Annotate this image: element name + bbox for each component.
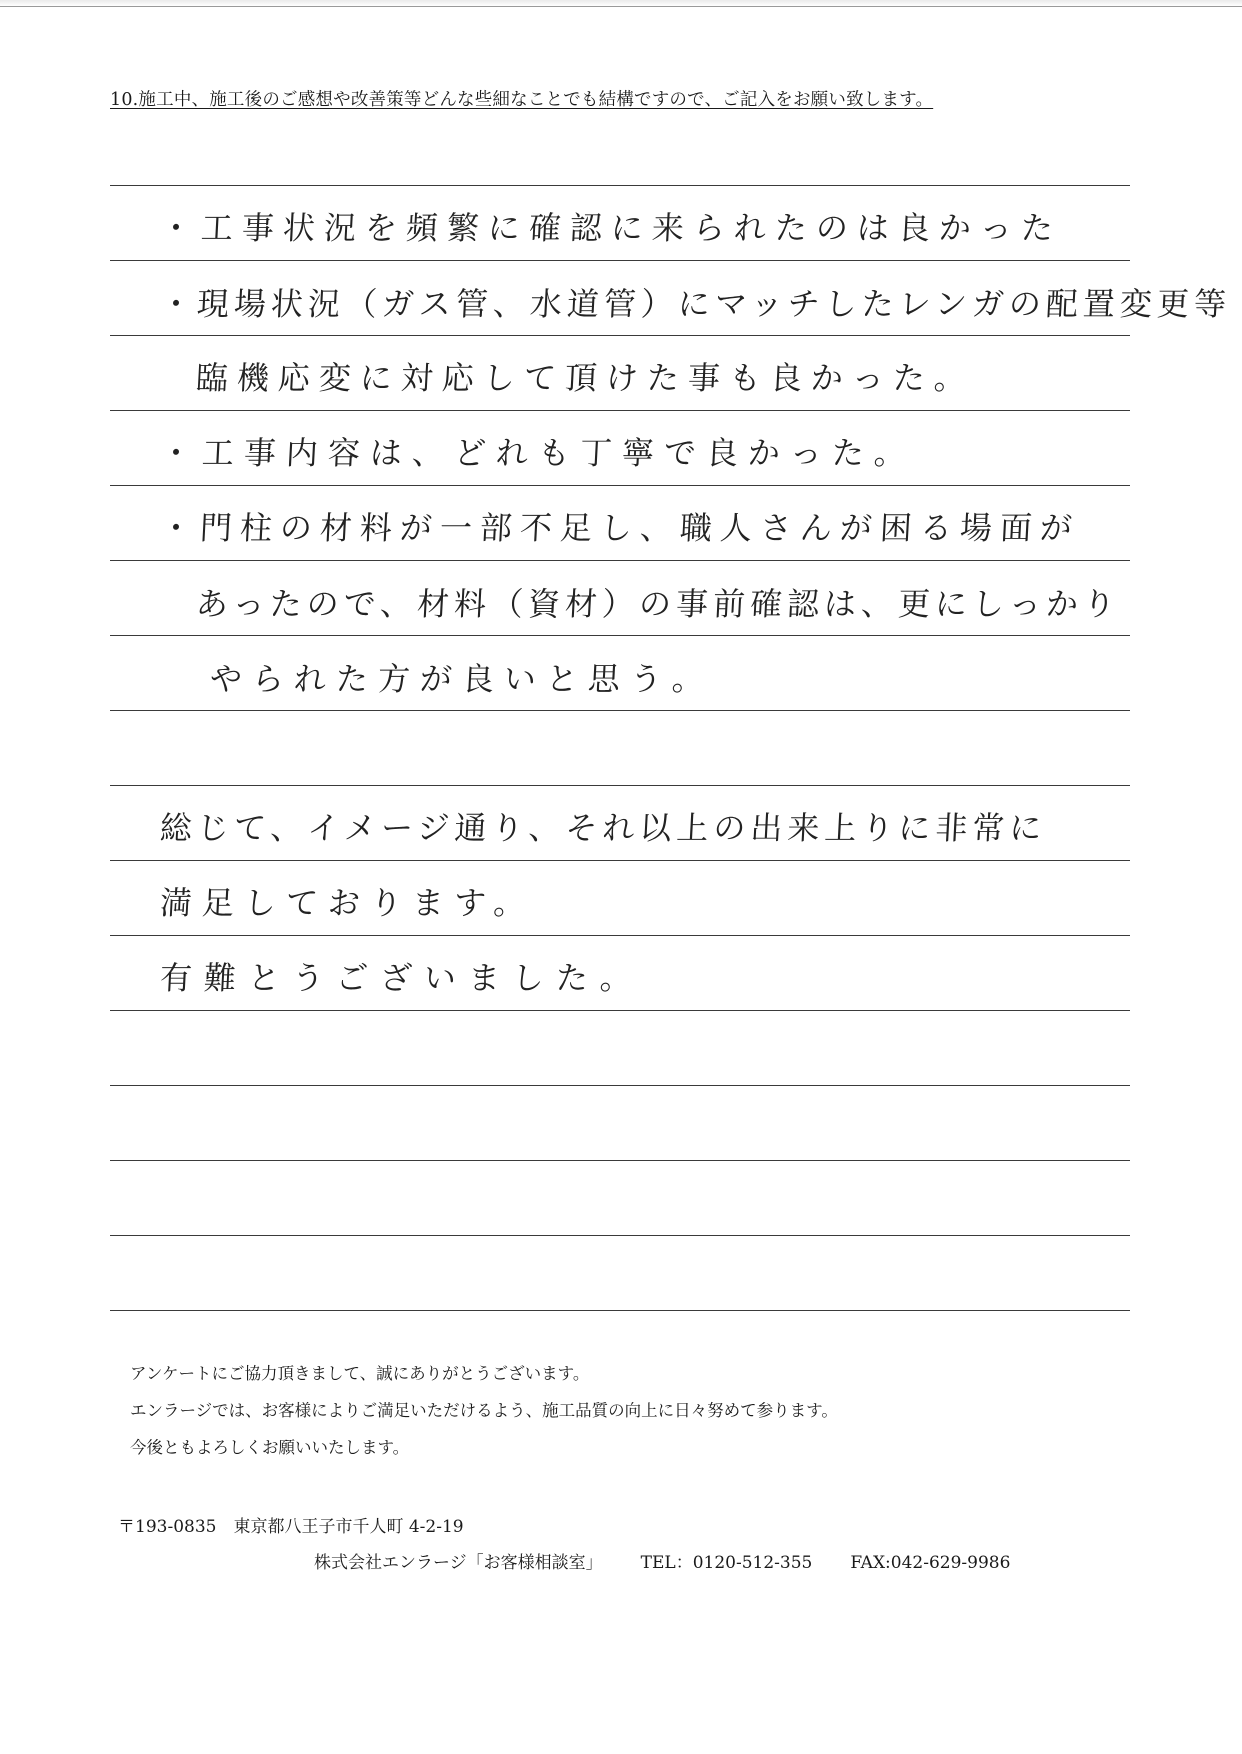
ruled-line [110, 410, 1130, 411]
handwritten-line: ・工事状況を頻繁に確認に来られたのは良かった [159, 209, 1064, 247]
handwritten-line: ・現場状況（ガス管、水道管）にマッチしたレンガの配置変更等 [159, 285, 1232, 323]
handwritten-line: 有難とうございました。 [159, 959, 646, 997]
ruled-line [110, 485, 1130, 486]
ruled-line [110, 935, 1130, 936]
ruled-line [110, 1010, 1130, 1011]
survey-question: 10.施工中、施工後のご感想や改善策等どんな些細なことでも結構ですので、ご記入をお願い致します。 [110, 90, 934, 110]
company-contact [314, 1548, 1010, 1573]
ruled-line [110, 560, 1130, 561]
footer-commitment: エンラージでは、お客様によりご満足いただけるよう、施工品質の向上に日々努めて参ります。 [130, 1401, 838, 1420]
ruled-line [110, 860, 1130, 861]
footer-thanks: アンケートにご協力頂きまして、誠にありがとうございます。 [130, 1364, 590, 1383]
company-name: 株式会社エンラージ「お客様相談室」 [314, 1553, 603, 1573]
telephone-number: TEL：0120-512-355 [640, 1553, 813, 1573]
handwritten-line: 総じて、イメージ通り、それ以上の出来上りに非常に [159, 809, 1048, 847]
ruled-line [110, 635, 1130, 636]
handwritten-line: やられた方が良いと思う。 [209, 660, 716, 698]
ruled-line [110, 185, 1130, 186]
handwritten-line: あったので、材料（資材）の事前確認は、更にしっかり [195, 585, 1122, 623]
ruled-line [110, 260, 1130, 261]
footer-closing: 今後ともよろしくお願いいたします。 [130, 1438, 410, 1457]
handwritten-line: ・門柱の材料が一部不足し、職人さんが困る場面が [159, 509, 1082, 547]
ruled-line [110, 1160, 1130, 1161]
ruled-line [110, 785, 1130, 786]
fax-number: FAX:042-629-9986 [850, 1553, 1011, 1573]
handwritten-line: ・工事内容は、どれも丁寧で良かった。 [159, 434, 918, 472]
ruled-answer-area [110, 0, 1130, 1754]
ruled-line [110, 335, 1130, 336]
ruled-line [110, 1310, 1130, 1311]
ruled-line [110, 710, 1130, 711]
handwritten-line: 臨機応変に対応して頂けた事も良かった。 [195, 359, 977, 397]
ruled-line [110, 1085, 1130, 1086]
postal-address: 〒193-0835 東京都八王子市千人町 4-2-19 [118, 1517, 464, 1537]
handwritten-line: 満足しております。 [159, 884, 537, 922]
ruled-line [110, 1235, 1130, 1236]
